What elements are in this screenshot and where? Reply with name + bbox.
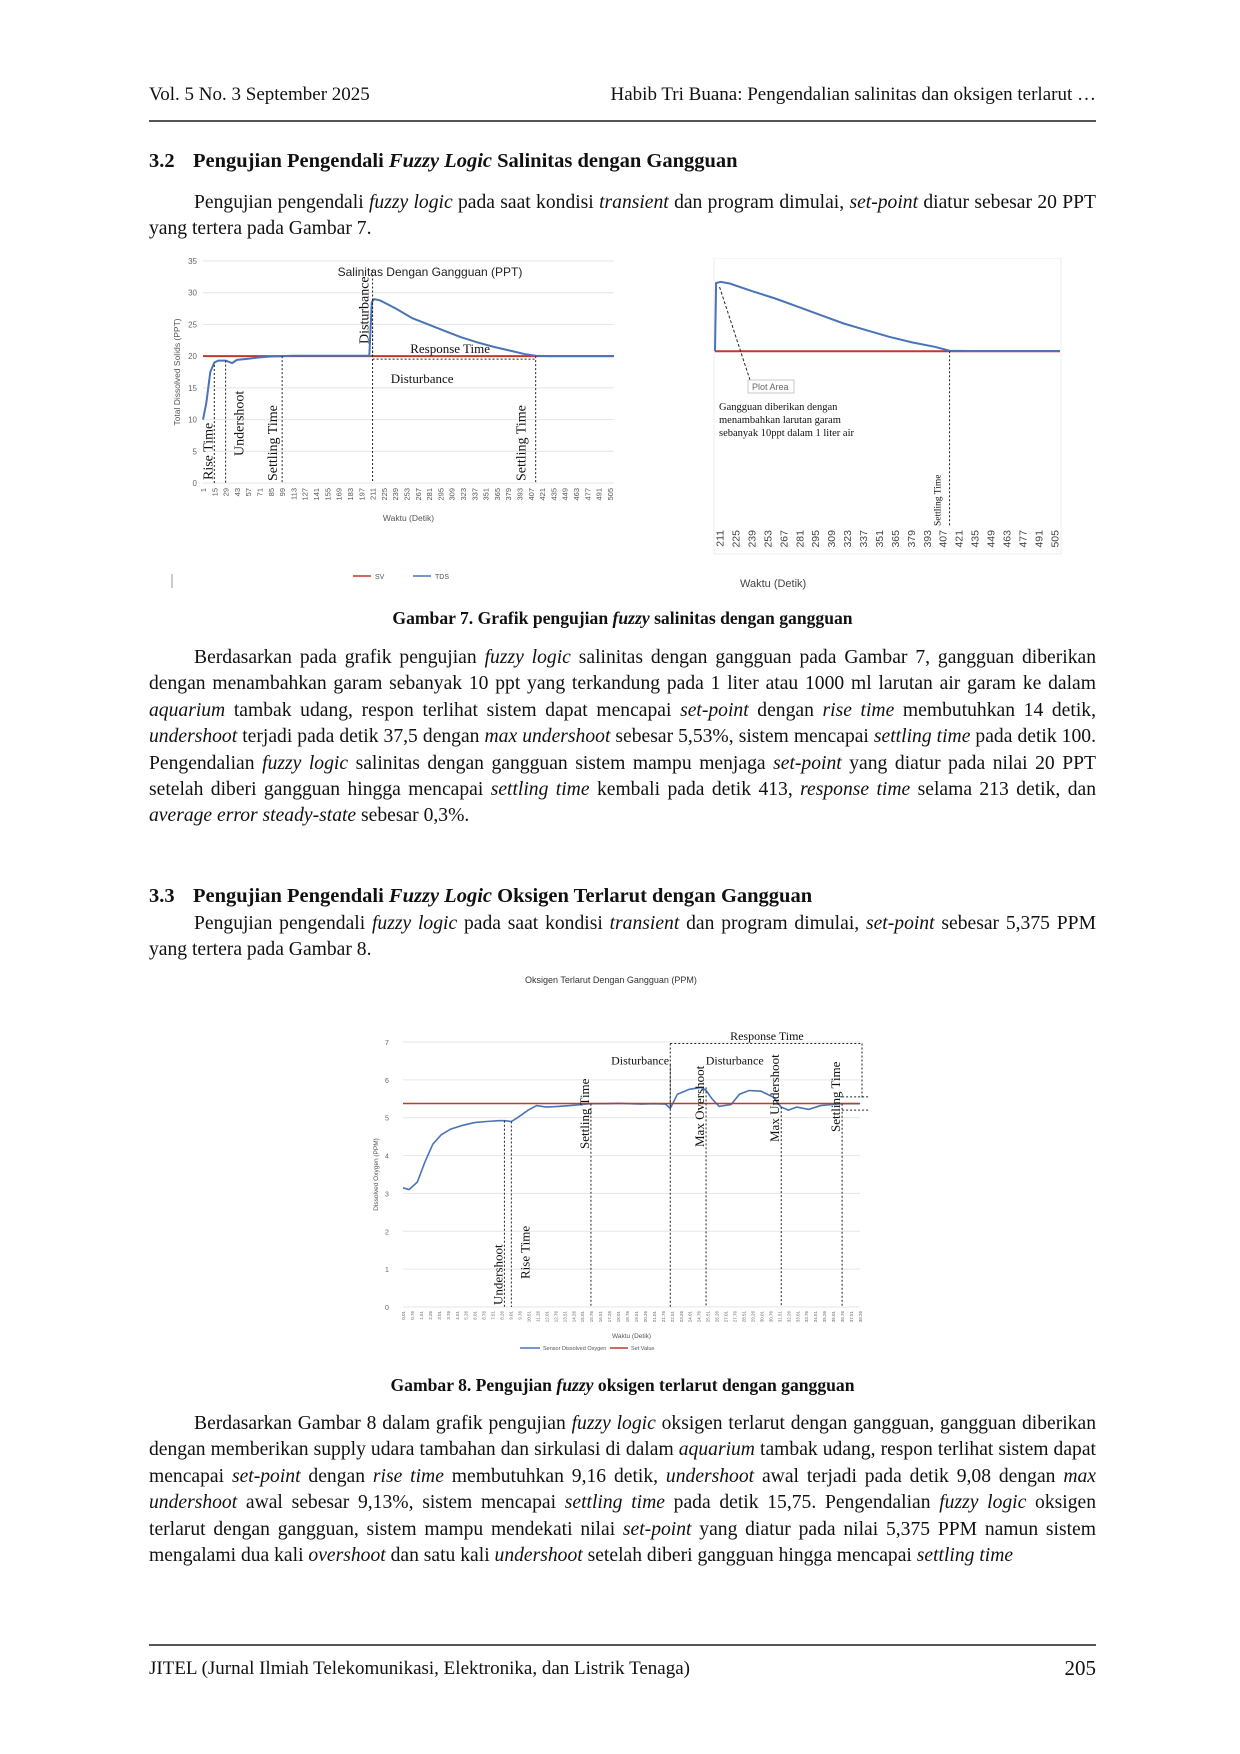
x-tick-label: 365 xyxy=(492,488,502,501)
section-3-2-intro xyxy=(149,190,1096,243)
annotation-disturbance: Disturbance xyxy=(357,276,373,344)
x-tick-label: 57 xyxy=(244,488,254,497)
emphasis-term: settling time xyxy=(564,1492,665,1514)
zoom-x-tick-label: 393 xyxy=(921,530,934,548)
emphasis-term: settling time xyxy=(490,779,590,801)
zoom-x-tick-label: 267 xyxy=(778,530,791,548)
zoom-x-tick-label: 323 xyxy=(842,530,855,548)
text-run: pada saat kondisi xyxy=(457,913,610,934)
x-tick-label: 27.01 xyxy=(723,1311,729,1323)
y-tick-label: 35 xyxy=(188,258,197,266)
section-3-2-body xyxy=(149,645,1096,830)
x-tick-label: 141 xyxy=(312,488,322,501)
y-tick-label: 6 xyxy=(385,1077,389,1085)
x-tick-label: 1 xyxy=(199,488,208,493)
text-run: dan program dimulai, xyxy=(679,913,866,934)
header-title: Habib Tri Buana: Pengendalian salinitas dan oksigen terlarut … xyxy=(610,84,1096,105)
y-tick-label: 20 xyxy=(188,352,197,362)
text-run: Berdasarkan pada grafik pengujian xyxy=(194,647,485,668)
y-tick-label: 7 xyxy=(385,1040,389,1047)
y-tick-label: 2 xyxy=(385,1229,389,1237)
text-run: Berdasarkan Gambar 8 dalam grafik pengujian xyxy=(194,1413,572,1434)
x-tick-label: 225 xyxy=(379,488,389,501)
section-3-2-heading: 3.2 Pengujian Pengendali Fuzzy Logic Salinitas dengan Gangguan xyxy=(149,150,738,172)
x-tick-label: 18.01 xyxy=(616,1311,622,1323)
x-tick-label: 1.51 xyxy=(418,1311,424,1320)
text-run: awal sebesar 9,13%, sistem mencapai xyxy=(237,1492,565,1514)
zoom-x-tick-label: 309 xyxy=(826,530,839,548)
zoom-series-tds xyxy=(715,282,1060,351)
zoom-x-tick-label: 505 xyxy=(1049,530,1062,548)
annotation-disturbance: Disturbance xyxy=(705,1053,764,1068)
x-tick-label: 15.01 xyxy=(580,1311,586,1323)
chart-title: Oksigen Terlarut Dengan Gangguan (PPM) xyxy=(525,975,697,985)
emphasis-term: undershoot xyxy=(665,1465,755,1487)
text-run: tambak udang, respon terlihat sistem dapat mencapai xyxy=(225,699,681,721)
x-tick-label: 27.76 xyxy=(732,1311,738,1323)
annotation-arrow xyxy=(720,287,750,380)
zoom-x-tick-label: 449 xyxy=(985,530,998,548)
x-tick-label: 36.01 xyxy=(831,1311,837,1323)
x-tick-label: 435 xyxy=(549,488,559,501)
y-axis-label: Total Dissolved Solids (PPT) xyxy=(172,318,182,426)
x-tick-label: 393 xyxy=(515,488,525,501)
x-tick-label: 28.51 xyxy=(741,1311,747,1323)
emphasis-term: response time xyxy=(800,779,911,801)
x-tick-label: 0.76 xyxy=(409,1311,415,1320)
x-tick-label: 11.26 xyxy=(535,1311,541,1322)
x-tick-label: 21.01 xyxy=(651,1311,657,1323)
emphasis-term: set-point xyxy=(849,192,919,213)
x-tick-label: 24.01 xyxy=(687,1311,693,1323)
annotation-settling-time: Settling Time xyxy=(933,474,944,526)
x-tick-label: 25.51 xyxy=(705,1311,711,1323)
x-tick-label: 183 xyxy=(345,488,355,501)
text-run: sebesar 5,53%, sistem mencapai xyxy=(610,726,874,748)
annotation-response-time: Response Time xyxy=(730,1029,804,1044)
x-tick-label: 29.26 xyxy=(750,1311,756,1323)
x-tick-label: 0.01 xyxy=(401,1311,406,1320)
text-run: setelah diberi gangguan hingga mencapai xyxy=(582,1545,917,1567)
x-tick-label: 267 xyxy=(413,488,423,501)
zoom-x-tick-label: 253 xyxy=(762,530,775,548)
y-tick-label: 15 xyxy=(188,383,197,393)
x-tick-label: 211 xyxy=(368,488,378,500)
x-tick-label: 10.51 xyxy=(526,1311,532,1323)
x-tick-label: 155 xyxy=(323,488,333,501)
emphasis-term: rise time xyxy=(822,699,895,721)
emphasis-term: set-point xyxy=(773,752,842,774)
annotation-max-undershoot: Max Undershoot xyxy=(767,1054,783,1142)
emphasis-term: max undershoot xyxy=(484,726,611,748)
x-tick-label: 491 xyxy=(594,488,604,501)
x-tick-label: 323 xyxy=(459,488,469,501)
zoom-x-tick-label: 211 xyxy=(714,530,727,547)
y-tick-label: 4 xyxy=(385,1153,389,1161)
x-tick-label: 30.76 xyxy=(768,1311,774,1323)
x-tick-label: 43 xyxy=(232,488,242,497)
x-tick-label: 71 xyxy=(255,488,265,497)
x-tick-label: 34.51 xyxy=(813,1311,819,1323)
x-axis-label: Waktu (Detik) xyxy=(611,1333,652,1340)
text-run: dan program dimulai, xyxy=(668,192,850,213)
emphasis-term: set-point xyxy=(865,913,935,934)
text-run: sebesar 0,3%. xyxy=(356,805,470,827)
x-tick-label: 463 xyxy=(572,488,582,501)
y-tick-label: 0 xyxy=(385,1305,389,1312)
emphasis-term: set-point xyxy=(622,1518,692,1540)
x-tick-label: 85 xyxy=(266,488,276,497)
running-header xyxy=(149,84,1096,108)
annotation-rise-time: Rise Time xyxy=(517,1225,533,1279)
text-run: Pengujian pengendali xyxy=(194,913,372,934)
footer-rule xyxy=(149,1644,1096,1646)
zoom-x-tick-label: 435 xyxy=(969,530,982,548)
x-tick-label: 15 xyxy=(210,488,220,497)
note-line: sebanyak 10ppt dalam 1 liter air xyxy=(719,428,854,439)
x-tick-label: 4.51 xyxy=(454,1311,460,1320)
x-tick-label: 99 xyxy=(278,488,288,497)
legend-label-tds: TDS xyxy=(435,574,449,581)
x-tick-label: 33.01 xyxy=(795,1311,801,1323)
x-tick-label: 16.51 xyxy=(598,1311,604,1323)
zoom-x-tick-label: 295 xyxy=(810,530,823,548)
x-tick-label: 21.76 xyxy=(660,1311,666,1323)
x-tick-label: 113 xyxy=(289,488,299,500)
chart-title: Salinitas Dengan Gangguan (PPT) xyxy=(337,265,523,279)
x-tick-label: 9.76 xyxy=(517,1311,523,1320)
zoom-x-tick-label: 225 xyxy=(730,530,743,548)
x-tick-label: 29 xyxy=(221,488,231,497)
annotation-settling-time: Settling Time xyxy=(265,405,281,481)
x-tick-label: 281 xyxy=(425,488,435,501)
text-run: salinitas dengan gangguan sistem mampu menjaga xyxy=(348,752,774,774)
x-tick-label: 19.51 xyxy=(633,1311,639,1323)
x-tick-label: 337 xyxy=(470,488,480,501)
x-tick-label: 13.51 xyxy=(562,1311,568,1323)
x-tick-label: 127 xyxy=(300,488,310,501)
x-tick-label: 505 xyxy=(605,488,615,501)
figure-8-caption: Gambar 8. Pengujian fuzzy oksigen terlarut dengan gangguan xyxy=(390,1375,855,1395)
text-run: oksigen terlarut dengan gangguan, gangguan diberikan dengan memberikan supply udara tambahan dan sirkulasi di dalam xyxy=(149,1413,1096,1461)
zoom-x-tick-label: 379 xyxy=(905,530,918,548)
x-tick-label: 26.26 xyxy=(714,1311,720,1323)
text-run: membutuhkan 14 detik, xyxy=(894,699,1096,721)
text-run: kembali pada detik 413, xyxy=(589,779,801,801)
text-run: sebesar 5,375 PPM yang tertera pada Gambar 8. xyxy=(149,913,1096,961)
emphasis-term: undershoot xyxy=(494,1545,583,1567)
figure-7-caption: Gambar 7. Grafik pengujian fuzzy salinitas dengan gangguan xyxy=(392,608,853,628)
x-tick-label: 5.26 xyxy=(463,1311,469,1320)
text-run: salinitas dengan gangguan pada Gambar 7, gangguan diberikan dengan menambahkan garam sebanyak 10 ppt yang terkandung pada 1 liter atau 1000 ml larutan air garam ke dalam xyxy=(149,647,1097,695)
plot-area-label: Plot Area xyxy=(752,382,789,392)
zoom-x-tick-label: 239 xyxy=(746,530,759,548)
header-volume: Vol. 5 No. 3 September 2025 xyxy=(149,84,370,105)
x-tick-label: 6.01 xyxy=(472,1311,478,1320)
x-tick-label: 197 xyxy=(357,488,367,501)
x-tick-label: 351 xyxy=(481,488,491,501)
text-run: membutuhkan 9,16 detik, xyxy=(443,1465,666,1487)
text-run: yang diatur pada nilai 5,375 PPM namun sistem mengalami dua kali xyxy=(149,1518,1096,1567)
x-tick-label: 407 xyxy=(526,488,536,501)
annotation-undershoot: Undershoot xyxy=(232,390,248,456)
header-rule xyxy=(149,120,1096,122)
annotation-response-time: Response Time xyxy=(410,341,491,357)
x-tick-label: 18.76 xyxy=(625,1311,631,1323)
section-3-3-body xyxy=(149,1411,1096,1569)
x-tick-label: 12.76 xyxy=(553,1311,559,1323)
x-tick-label: 15.76 xyxy=(589,1311,595,1323)
annotation-max-overshoot: Max Overshoot xyxy=(692,1065,708,1147)
text-run: diatur sebesar 20 PPT yang tertera pada Gambar 7. xyxy=(149,192,1097,240)
x-tick-label: 33.76 xyxy=(804,1311,810,1323)
section-3-3-heading: 3.3 Pengujian Pengendali Fuzzy Logic Oksigen Terlarut dengan Gangguan xyxy=(149,885,813,907)
annotation-settling-time: Settling Time xyxy=(514,405,530,481)
x-tick-label: 17.26 xyxy=(607,1311,613,1323)
zoom-x-tick-label: 365 xyxy=(889,530,902,548)
text-run: awal terjadi pada detik 9,08 dengan xyxy=(754,1465,1064,1487)
y-tick-label: 5 xyxy=(192,447,197,457)
emphasis-term: settling time xyxy=(916,1545,1014,1567)
text-run: pada detik 15,75. Pengendalian xyxy=(664,1492,940,1514)
emphasis-term: set-point xyxy=(231,1465,301,1487)
x-tick-label: 12.01 xyxy=(544,1311,550,1323)
y-tick-label: 5 xyxy=(385,1115,389,1123)
x-tick-label: 169 xyxy=(334,488,344,501)
x-tick-label: 295 xyxy=(436,488,446,501)
x-tick-label: 22.51 xyxy=(669,1311,675,1323)
x-tick-label: 449 xyxy=(560,488,570,501)
emphasis-term: transient xyxy=(609,913,680,934)
x-tick-label: 421 xyxy=(538,488,548,501)
emphasis-term: max undershoot xyxy=(149,1465,1097,1514)
text-run: pada saat kondisi xyxy=(452,192,600,213)
emphasis-term: fuzzy logic xyxy=(571,1413,656,1434)
legend-label-setvalue: Set Value xyxy=(631,1346,655,1352)
annotation-rise-time: Rise Time xyxy=(201,422,217,480)
x-tick-label: 20.26 xyxy=(642,1311,648,1323)
x-tick-label: 14.26 xyxy=(571,1311,577,1323)
y-tick-label: 1 xyxy=(385,1267,389,1275)
y-tick-label: 0 xyxy=(192,479,197,488)
x-tick-label: 35.26 xyxy=(822,1311,828,1323)
text-run: Pengujian pengendali xyxy=(194,192,369,213)
emphasis-term: settling time xyxy=(873,726,971,748)
text-run: dan satu kali xyxy=(385,1545,495,1567)
annotation-settling-time: Settling Time xyxy=(576,1078,592,1149)
x-tick-label: 477 xyxy=(583,488,593,501)
y-axis-label: Dissolved Oxygen (PPM) xyxy=(373,1138,380,1211)
text-run: selama 213 detik, dan xyxy=(910,779,1096,801)
figure-8-chart xyxy=(370,975,880,1360)
text-run: dengan xyxy=(748,699,823,721)
x-tick-label: 32.26 xyxy=(786,1311,792,1323)
legend-label-sensor: Sensor Dissolved Oxygen xyxy=(543,1346,607,1352)
emphasis-term: fuzzy logic xyxy=(939,1492,1027,1514)
page-number: 205 xyxy=(1064,1656,1096,1680)
text-run: yang diatur pada nilai 20 PPT setelah diberi gangguan hingga mencapai xyxy=(149,752,1096,801)
zoom-x-tick-label: 351 xyxy=(873,530,886,548)
emphasis-term: fuzzy logic xyxy=(262,752,349,774)
zoom-x-tick-label: 421 xyxy=(953,530,966,548)
x-tick-label: 3.76 xyxy=(445,1311,451,1320)
x-tick-label: 37.51 xyxy=(849,1311,855,1323)
x-tick-label: 30.01 xyxy=(759,1311,765,1323)
zoom-x-tick-label: 463 xyxy=(1001,530,1014,548)
x-tick-label: 3.01 xyxy=(436,1311,442,1320)
section-3-3-intro xyxy=(149,911,1096,964)
x-tick-label: 38.26 xyxy=(858,1311,863,1323)
zoom-x-tick-label: 407 xyxy=(937,530,950,548)
emphasis-term: rise time xyxy=(372,1465,444,1487)
x-tick-label: 31.51 xyxy=(777,1311,783,1323)
y-tick-label: 30 xyxy=(188,288,197,298)
text-run: oksigen terlarut dengan gangguan, sistem mampu mendekati nilai xyxy=(149,1492,1096,1540)
x-tick-label: 36.76 xyxy=(840,1311,846,1323)
x-tick-label: 379 xyxy=(504,488,514,501)
y-tick-label: 10 xyxy=(188,415,197,425)
text-run: terjadi pada detik 37,5 dengan xyxy=(237,726,485,748)
note-line: menambahkan larutan garam xyxy=(719,415,841,426)
emphasis-term: aquarium xyxy=(149,699,226,721)
series-line-tds xyxy=(203,299,614,420)
annotation-note xyxy=(719,402,855,439)
x-tick-label: 9.01 xyxy=(508,1311,514,1320)
emphasis-term: fuzzy logic xyxy=(484,647,571,668)
note-line: Gangguan diberikan dengan xyxy=(719,402,838,413)
x-tick-label: 309 xyxy=(447,488,457,501)
emphasis-term: fuzzy logic xyxy=(368,192,453,213)
x-tick-label: 23.26 xyxy=(678,1311,684,1323)
y-tick-label: 25 xyxy=(188,320,197,330)
x-tick-label: 24.76 xyxy=(696,1311,702,1323)
text-run: pada detik 100. Pengendalian xyxy=(149,726,1096,774)
emphasis-term: transient xyxy=(599,192,669,213)
emphasis-term: undershoot xyxy=(149,726,238,748)
emphasis-term: fuzzy logic xyxy=(371,913,458,934)
x-tick-label: 6.76 xyxy=(481,1311,487,1320)
annotation-undershoot: Undershoot xyxy=(490,1244,506,1305)
annotation-disturbance: Disturbance xyxy=(611,1053,670,1068)
annotation-disturbance: Disturbance xyxy=(390,371,454,387)
annotation-settling-time: Settling Time xyxy=(828,1061,844,1132)
zoom-x-tick-label: 337 xyxy=(858,530,871,548)
emphasis-term: average error steady-state xyxy=(149,805,357,827)
emphasis-term: aquarium xyxy=(678,1439,755,1461)
zoom-x-axis-label: Waktu (Detik) xyxy=(740,578,807,590)
zoom-x-tick-label: 491 xyxy=(1033,530,1046,548)
zoom-x-tick-label: 477 xyxy=(1017,530,1030,548)
x-tick-label: 7.51 xyxy=(490,1311,496,1320)
text-run: tambak udang, respon terlihat sistem dapat mencapai xyxy=(149,1439,1096,1487)
x-axis-label: Waktu (Detik) xyxy=(382,513,435,523)
zoom-x-tick-label: 281 xyxy=(794,530,807,548)
figure-7-chart xyxy=(170,258,1080,594)
text-run: dengan xyxy=(300,1465,373,1487)
x-tick-label: 253 xyxy=(402,488,412,501)
x-tick-label: 2.26 xyxy=(427,1311,433,1320)
y-tick-label: 3 xyxy=(385,1191,389,1199)
emphasis-term: set-point xyxy=(680,699,749,721)
footer-journal: JITEL (Jurnal Ilmiah Telekomunikasi, Elektronika, dan Listrik Tenaga) xyxy=(149,1658,690,1679)
emphasis-term: overshoot xyxy=(308,1545,386,1567)
x-tick-label: 239 xyxy=(391,488,401,501)
x-tick-label: 8.26 xyxy=(499,1311,505,1320)
legend-label-sv: SV xyxy=(375,574,385,581)
